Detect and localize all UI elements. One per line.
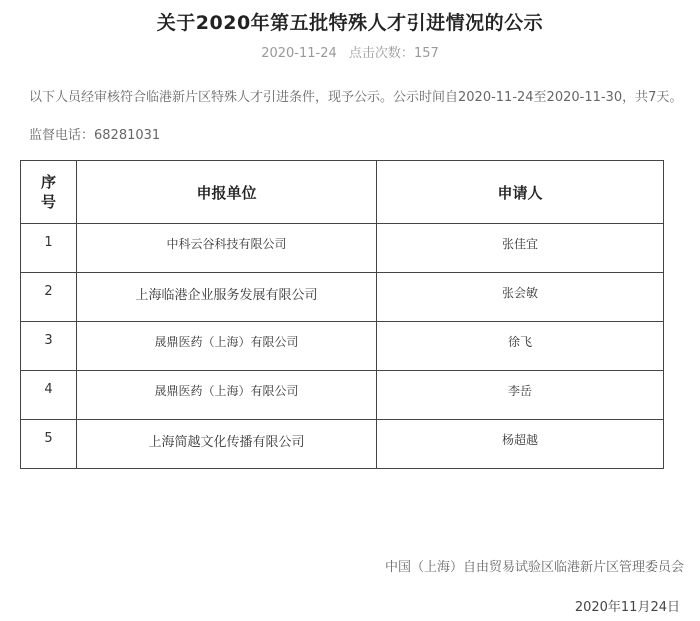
row-organization: 上海临港企业服务发展有限公司: [77, 273, 377, 322]
talent-table: [20, 160, 664, 469]
supervision-phone: 监督电话：68281031: [29, 128, 161, 143]
row-organization: 上海简越文化传播有限公司: [77, 420, 377, 469]
row-applicant: 张佳宜: [377, 224, 664, 273]
header-applicant: 申请人: [377, 161, 664, 224]
view-count-value: 157: [413, 46, 439, 61]
row-organization: 晟鼎医药（上海）有限公司: [77, 371, 377, 420]
issuing-organization: 中国（上海）自由贸易试验区临港新片区管理委员会: [384, 560, 684, 575]
row-organization: 中科云谷科技有限公司: [77, 224, 377, 273]
view-count-label: 点击次数：: [348, 46, 414, 61]
table-header-row: [21, 161, 664, 224]
row-applicant: 张会敏: [377, 273, 664, 322]
view-count: [349, 46, 439, 61]
row-index: 3: [21, 322, 77, 371]
row-applicant: 杨超越: [377, 420, 664, 469]
table-row: [21, 420, 664, 469]
row-applicant: 徐飞: [377, 322, 664, 371]
article-meta: [0, 42, 700, 61]
table-row: [21, 224, 664, 273]
row-index: 1: [21, 224, 77, 273]
publish-date: 2020-11-24: [261, 46, 337, 61]
page-title: 关于2020年第五批特殊人才引进情况的公示: [156, 12, 544, 34]
row-organization: 晟鼎医药（上海）有限公司: [77, 322, 377, 371]
header-organization: 申报单位: [77, 161, 377, 224]
table-row: [21, 322, 664, 371]
row-index: 4: [21, 371, 77, 420]
notice-text: 以下人员经审核符合临港新片区特殊人才引进条件，现予公示。公示时间自2020-11-24至2020-11-30，共7天。: [29, 90, 683, 105]
table-row: [21, 371, 664, 420]
row-index: 5: [21, 420, 77, 469]
row-applicant: 李岳: [377, 371, 664, 420]
header-index: 序号: [21, 161, 77, 224]
issue-date: 2020年11月24日: [574, 600, 680, 615]
row-index: 2: [21, 273, 77, 322]
table-row: [21, 273, 664, 322]
